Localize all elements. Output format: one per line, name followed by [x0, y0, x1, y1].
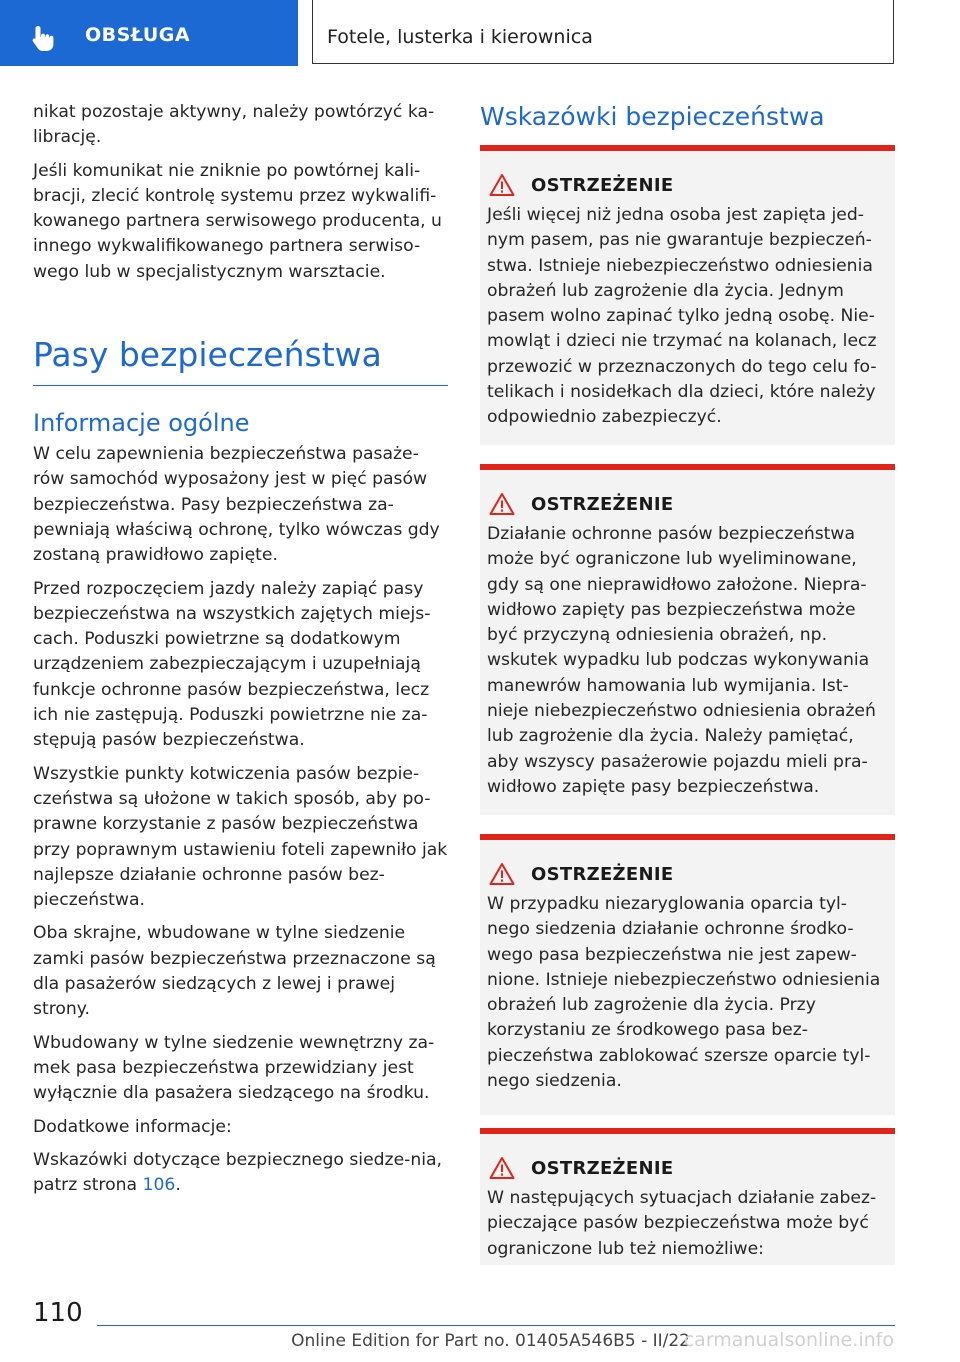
- section-tab: [0, 0, 298, 66]
- page-reference-link[interactable]: 106: [142, 1175, 176, 1196]
- watermark: carmanualsonline.info: [683, 1329, 894, 1351]
- right-column: [480, 100, 895, 134]
- warning-header: [487, 492, 887, 516]
- warning-box: [480, 145, 895, 445]
- footer-divider: [97, 1325, 895, 1326]
- warning-title: OSTRZEŻENIE: [531, 863, 674, 885]
- paragraph-with-link: [33, 1148, 448, 1199]
- warning-text: Jeśli więcej niż jedna osoba jest zapięta jed-nym pasem, pas nie gwarantuje bezpieczeń-stwa. Istnieje niebezpieczeństwo odniesienia obrażeń lub zagrożenie dla życia. Jednym pasem wolno zapinać tylko jedną osobę. Nie-mowląt i dzieci nie trzymać na kolanach, lecz przewozić w przeznaczonych do tego celu fo-telikach i nosidełkach dla dzieci, które należy odpowiednio zabezpieczyć.: [487, 205, 877, 428]
- chapter-header: [312, 0, 894, 64]
- edition-note: Online Edition for Part no. 01405A546B5 - II/22: [291, 1331, 690, 1351]
- warning-title: OSTRZEŻENIE: [531, 1157, 674, 1179]
- warning-text: W następujących sytuacjach działanie zabez-pieczające pasów bezpieczeństwa może być ograniczone lub też niemożliwe:: [487, 1188, 877, 1259]
- section-label: OBSŁUGA: [85, 24, 191, 46]
- hand-pointer-icon: [30, 24, 64, 52]
- warning-triangle-icon: [489, 173, 515, 197]
- warning-box: [480, 834, 895, 1115]
- paragraph: Jeśli komunikat nie zniknie po powtórnej kali-bracji, zlecić kontrolę systemu przez wykwalifi-kowanego partnera serwisowego producenta, u innego wykwalifikowanego partnera serwiso-wego lub w specjalistycznym warsztacie.: [33, 160, 442, 282]
- paragraph: Oba skrajne, wbudowane w tylne siedzenie zamki pasów bezpieczeństwa przeznaczone są dla pasażerów siedzących z lewej i prawej strony.: [33, 923, 436, 1020]
- warning-triangle-icon: [489, 862, 515, 886]
- warning-text: Działanie ochronne pasów bezpieczeństwa może być ograniczone lub wyeliminowane, gdy są one nieprawidłowo założone. Niepra-widłowo zapięty pas bezpieczeństwa może być przyczyną odniesienia obrażeń, np. wskutek wypadku lub podczas wykonywania manewrów hamowania lub wymijania. Ist-nieje niebezpieczeństwo odniesienia obrażeń lub zagrożenie dla życia. Należy pamiętać, aby wszyscy pasażerowie pojazdu mieli pra-widłowo zapięte pasy bezpieczeństwa.: [487, 524, 876, 797]
- subsection-heading: Informacje ogólne: [33, 409, 250, 438]
- paragraph: Wszystkie punkty kotwiczenia pasów bezpie-czeństwa są ułożone w takich sposób, aby po-prawne korzystanie z pasów bezpieczeństwa przy poprawnym ustawieniu foteli zapewniło jak najlepsze działanie ochronne pasów bez-pieczeństwa.: [33, 763, 448, 911]
- warning-title: OSTRZEŻENIE: [531, 493, 674, 515]
- warning-text: W przypadku niezaryglowania oparcia tyl-nego siedzenia działanie ochronne środko-wego pasa bezpieczeństwa nie jest zapew-nione. Istnieje niebezpieczeństwo odniesienia obrażeń lub zagrożenie dla życia. Przy korzystaniu ze środkowego pasa bez-pieczeństwa zablokować szersze oparcie tyl-nego siedzenia.: [487, 894, 881, 1092]
- chapter-title: Fotele, lusterka i kierownica: [327, 26, 593, 48]
- paragraph: W celu zapewnienia bezpieczeństwa pasaże-rów samochód wyposażony jest w pięć pasów bezpieczeństwa. Pasy bezpieczeństwa za-pewniają właściwą ochronę, tylko wówczas gdy zostaną prawidłowo zapięte.: [33, 444, 440, 566]
- warning-header: [487, 862, 887, 886]
- left-column: [33, 100, 448, 1206]
- section-heading: Pasy bezpieczeństwa: [33, 333, 448, 386]
- warning-box: [480, 1128, 895, 1265]
- paragraph-end: .: [175, 1175, 181, 1196]
- warning-triangle-icon: [489, 492, 515, 516]
- warning-triangle-icon: [489, 1156, 515, 1180]
- paragraph: Dodatkowe informacje:: [33, 1116, 232, 1137]
- warning-title: OSTRZEŻENIE: [531, 174, 674, 196]
- warning-box: [480, 464, 895, 815]
- paragraph: Wbudowany w tylne siedzenie wewnętrzny za-mek pasa bezpieczeństwa przewidziany jest wyłącznie dla pasażera siedzącego na środku.: [33, 1032, 435, 1104]
- paragraph: nikat pozostaje aktywny, należy powtórzyć ka-librację.: [33, 102, 435, 148]
- warning-header: [487, 173, 887, 197]
- paragraph-text: Wskazówki dotyczące bezpiecznego siedze-nia, patrz strona: [33, 1149, 443, 1196]
- paragraph: Przed rozpoczęciem jazdy należy zapiąć pasy bezpieczeństwa na wszystkich zajętych miejs-cach. Poduszki powietrzne są dodatkowym urządzeniem zabezpieczającym i uzupełniają funkcje ochronne pasów bezpieczeństwa, lecz ich nie zastępują. Poduszki powietrzne nie za-stępują pasów bezpieczeństwa.: [33, 578, 431, 751]
- page-number: 110: [33, 1298, 83, 1328]
- safety-heading: Wskazówki bezpieczeństwa: [480, 102, 825, 131]
- warning-header: [487, 1156, 887, 1180]
